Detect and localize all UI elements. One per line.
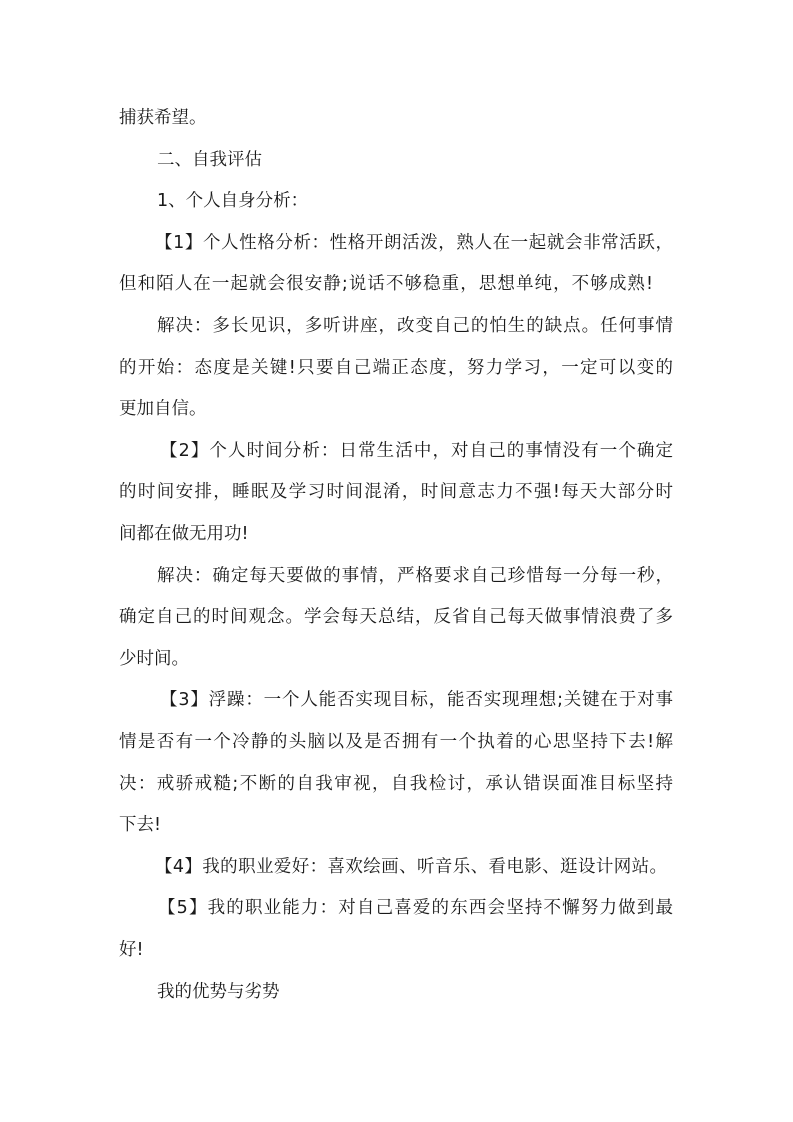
line-text: 捕获希望。 bbox=[119, 108, 207, 128]
text-line bbox=[0, 810, 793, 840]
line-text: 二、自我评估 bbox=[157, 150, 262, 170]
text-line bbox=[0, 561, 793, 591]
line-text: 的开始：态度是关键!只要自己端正态度，努力学习，一定可以变的 bbox=[119, 358, 673, 378]
text-line bbox=[0, 852, 793, 882]
text-line bbox=[0, 685, 793, 715]
line-text: 【2】个人时间分析：日常生活中，对自己的事情没有一个确定 bbox=[160, 441, 673, 461]
text-line bbox=[0, 311, 793, 341]
line-text: 【3】浮躁：一个人能否实现目标，能否实现理想;关键在于对事 bbox=[160, 690, 673, 710]
line-text: 【5】我的职业能力：对自己喜爱的东西会坚持不懈努力做到最 bbox=[158, 898, 673, 918]
line-text: 的时间安排，睡眠及学习时间混淆，时间意志力不强!每天大部分时 bbox=[119, 482, 673, 502]
text-line bbox=[0, 353, 793, 383]
text-line bbox=[0, 602, 793, 632]
line-text: 更加自信。 bbox=[119, 399, 207, 419]
line-text: 【1】个人性格分析：性格开朗活泼，熟人在一起就会非常活跃， bbox=[155, 233, 673, 253]
line-text: 决：戒骄戒糙;不断的自我审视，自我检讨，承认错误面准目标坚持 bbox=[119, 774, 673, 794]
subsection-heading bbox=[0, 186, 793, 216]
line-text: 间都在做无用功! bbox=[119, 524, 249, 544]
line-text: 好! bbox=[119, 940, 144, 960]
line-text: 我的优势与劣势 bbox=[157, 982, 280, 1002]
text-line bbox=[0, 228, 793, 258]
line-text: 下去! bbox=[119, 815, 162, 835]
text-line bbox=[0, 394, 793, 424]
text-line bbox=[0, 269, 793, 299]
line-text: 少时间。 bbox=[119, 649, 189, 669]
line-text: 解决：多长见识，多听讲座，改变自己的怕生的缺点。任何事情 bbox=[157, 316, 673, 336]
text-line bbox=[0, 727, 793, 757]
text-line bbox=[0, 103, 793, 133]
text-line bbox=[0, 477, 793, 507]
line-text: 1、个人自身分析： bbox=[157, 191, 309, 211]
text-line bbox=[0, 436, 793, 466]
text-line bbox=[0, 935, 793, 965]
line-text: 【4】我的职业爱好：喜欢绘画、听音乐、看电影、逛设计网站。 bbox=[155, 857, 667, 877]
text-line bbox=[0, 893, 793, 923]
line-text: 情是否有一个冷静的头脑以及是否拥有一个执着的心思坚持下去!解 bbox=[119, 732, 673, 752]
text-line bbox=[0, 644, 793, 674]
text-line bbox=[0, 977, 793, 1007]
line-text: 确定自己的时间观念。学会每天总结，反省自己每天做事情浪费了多 bbox=[119, 607, 673, 627]
section-heading bbox=[0, 145, 793, 175]
text-line bbox=[0, 519, 793, 549]
line-text: 解决：确定每天要做的事情，严格要求自己珍惜每一分每一秒， bbox=[157, 566, 673, 586]
line-text: 但和陌人在一起就会很安静;说话不够稳重，思想单纯，不够成熟! bbox=[119, 274, 653, 294]
text-line bbox=[0, 769, 793, 799]
